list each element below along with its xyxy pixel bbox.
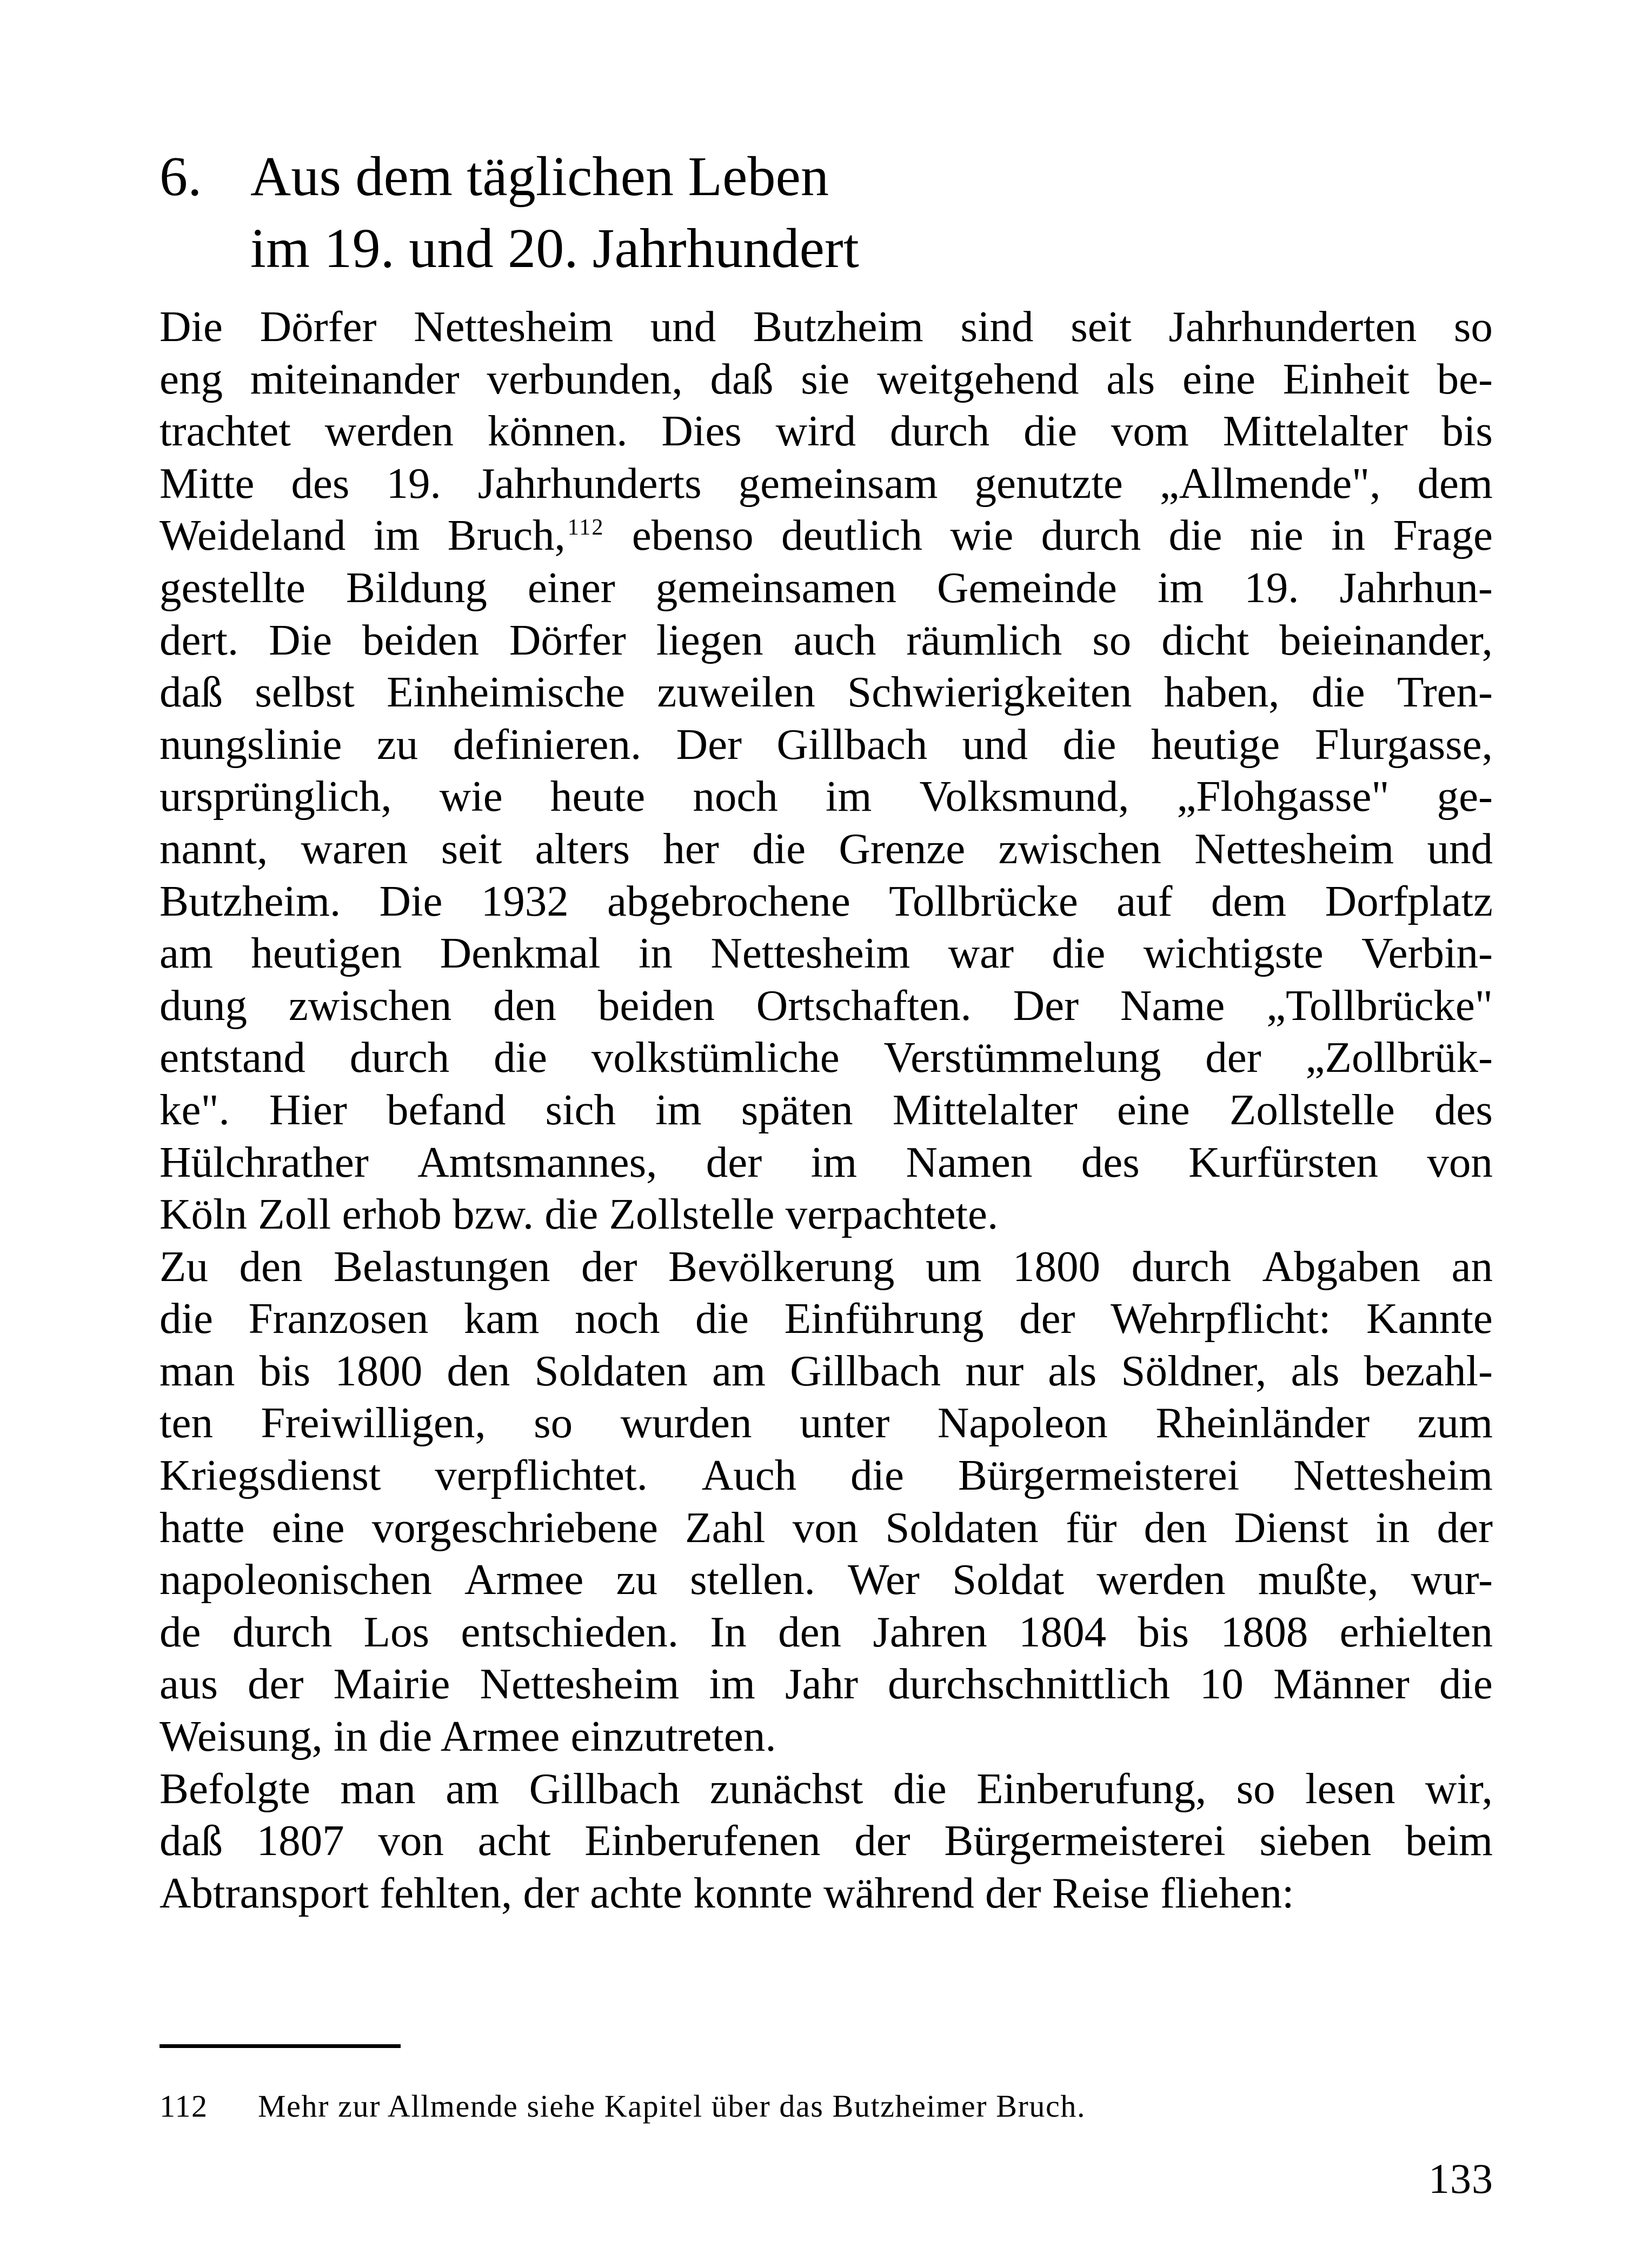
text-line: aus der Mairie Nettesheim im Jahr durchschnittlich 10 Männer die (159, 1659, 1493, 1709)
text-line: entstand durch die volkstümliche Verstümmelung der „Zollbrük- (159, 1033, 1493, 1082)
footnote-separator-rule (159, 2044, 401, 2048)
footnote-112 (159, 2087, 1493, 2125)
paragraph-1 (159, 301, 1493, 1240)
chapter-heading-line-2 (159, 212, 1495, 284)
text-line: Kriegsdienst verpflichtet. Auch die Bürgermeisterei Nettesheim (159, 1451, 1493, 1500)
text-line: napoleonischen Armee zu stellen. Wer Soldat werden mußte, wur- (159, 1555, 1493, 1604)
chapter-title-line-1: Aus dem täglichen Leben (250, 145, 829, 208)
text-line: Mitte des 19. Jahrhunderts gemeinsam genutzte „Allmende", dem (159, 458, 1493, 508)
chapter-heading (159, 141, 1495, 284)
text-line: Weisung, in die Armee einzutreten. (159, 1712, 776, 1761)
text-line: Abtransport fehlten, der achte konnte während der Reise fliehen: (159, 1868, 1294, 1917)
text-line: daß selbst Einheimische zuweilen Schwierigkeiten haben, die Tren- (159, 668, 1493, 717)
text-line: dert. Die beiden Dörfer liegen auch räumlich so dicht beieinander, (159, 615, 1493, 664)
text-line: Hülchrather Amtsmannes, der im Namen des Kurfürsten von (159, 1137, 1493, 1186)
text-line: Befolgte man am Gillbach zunächst die Einberufung, so lesen wir, (159, 1764, 1493, 1813)
text-line: eng miteinander verbunden, daß sie weitgehend als eine Einheit be- (159, 354, 1493, 403)
chapter-heading-line-1 (159, 141, 1495, 212)
text-line: daß 1807 von acht Einberufenen der Bürgermeisterei sieben beim (159, 1816, 1493, 1865)
text-line: am heutigen Denkmal in Nettesheim war die wichtigste Verbin- (159, 929, 1493, 978)
text-line: nungslinie zu definieren. Der Gillbach und die heutige Flurgasse, (159, 719, 1493, 769)
text-line: Köln Zoll erhob bzw. die Zollstelle verpachtete. (159, 1190, 999, 1239)
text-line: man bis 1800 den Soldaten am Gillbach nur als Söldner, als bezahl- (159, 1346, 1493, 1395)
footnote-reference[interactable]: 112 (567, 515, 604, 541)
chapter-title-line-2: im 19. und 20. Jahrhundert (250, 217, 859, 279)
text-line: Weideland im Bruch,$^{112}$ ebenso deutlich wie durch die nie in Frage (159, 511, 1493, 560)
footnote-text: Mehr zur Allmende siehe Kapitel über das Butzheimer Bruch. (258, 2089, 1086, 2124)
text-line: dung zwischen den beiden Ortschaften. Der Name „Tollbrücke" (159, 980, 1493, 1030)
text-line: ursprünglich, wie heute noch im Volksmund, „Flohgasse" ge- (159, 772, 1493, 821)
text-line: ten Freiwilligen, so wurden unter Napoleon Rheinländer zum (159, 1398, 1493, 1447)
text-line: hatte eine vorgeschriebene Zahl von Soldaten für den Dienst in der (159, 1503, 1493, 1552)
text-line: die Franzosen kam noch die Einführung der Wehrpflicht: Kannte (159, 1294, 1493, 1343)
footnote-number: 112 (159, 2089, 208, 2124)
text-line: ke". Hier befand sich im späten Mittelalter eine Zollstelle des (159, 1085, 1493, 1134)
text-line: de durch Los entschieden. In den Jahren 1804 bis 1808 erhielten (159, 1607, 1493, 1656)
chapter-number: 6. (159, 145, 202, 208)
text-line: trachtet werden können. Dies wird durch die vom Mittelalter bis (159, 406, 1493, 456)
text-line: Zu den Belastungen der Bevölkerung um 1800 durch Abgaben an (159, 1242, 1493, 1291)
body-text (159, 301, 1493, 1919)
text-line: Die Dörfer Nettesheim und Butzheim sind seit Jahrhunderten so (159, 302, 1493, 351)
text-line: Butzheim. Die 1932 abgebrochene Tollbrücke auf dem Dorfplatz (159, 876, 1493, 925)
text-line: gestellte Bildung einer gemeinsamen Gemeinde im 19. Jahrhun- (159, 563, 1493, 612)
paragraph-3 (159, 1763, 1493, 1919)
text-line: nannt, waren seit alters her die Grenze zwischen Nettesheim und (159, 824, 1493, 873)
paragraph-2 (159, 1240, 1493, 1763)
page-number: 133 (1428, 2155, 1493, 2202)
